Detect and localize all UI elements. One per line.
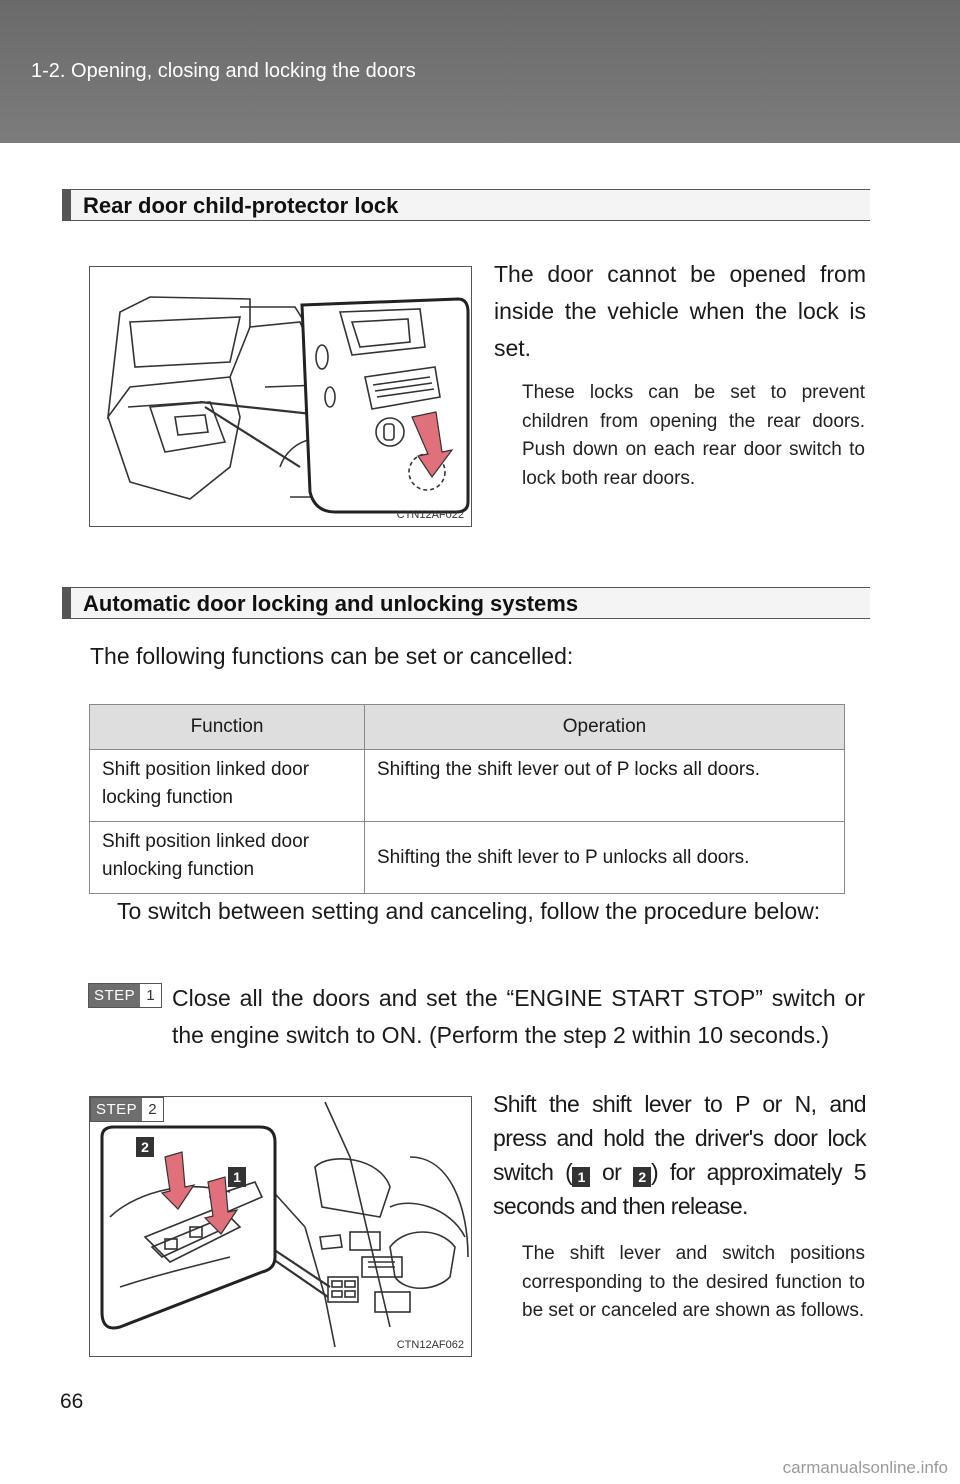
step-1-badge: [88, 983, 162, 1008]
page-number: 66: [60, 1390, 84, 1413]
table-header-row: [90, 705, 845, 750]
step-2-badge: [90, 1097, 164, 1122]
callout-2-marker: [136, 1137, 154, 1157]
figure-code: CTN12AF062: [396, 1339, 464, 1351]
step-1-text: Close all the doors and set the “ENGINE START STOP” switch or the engine switch to ON. (Perform the step 2 within 10 seconds.): [172, 985, 865, 1048]
step-2-text-part: ) for approximately 5 seconds and then release.: [493, 1159, 867, 1219]
callout-inset: [102, 1127, 275, 1328]
callout-1-marker: [228, 1167, 246, 1187]
step-label: STEP: [89, 984, 140, 1007]
column-header-function: Function: [90, 705, 365, 750]
step-number: 1: [140, 984, 160, 1007]
step-2-text-part: Shift the shift lever to P or N, and press and hold the driver's door lock switch (: [493, 1091, 866, 1185]
section-title: Rear door child-protector lock: [83, 193, 399, 218]
step-number: 2: [142, 1098, 162, 1121]
step-2-text-part: or: [590, 1159, 633, 1185]
section-heading-bar: [62, 587, 870, 619]
operation-cell: Shifting the shift lever out of P locks all doors.: [365, 750, 845, 822]
watermark: carmanualsonline.info: [782, 1458, 948, 1477]
step-label: STEP: [91, 1098, 142, 1121]
function-cell: Shift position linked door locking function: [90, 750, 365, 822]
section-title: Automatic door locking and unlocking systems: [83, 591, 579, 616]
operation-cell: Shifting the shift lever to P unlocks all doors.: [365, 822, 845, 894]
svg-text:1: 1: [233, 1169, 241, 1185]
open-rear-door-drawing: [90, 267, 471, 526]
section-heading-bar: [62, 189, 870, 221]
step-2-text: [493, 1087, 866, 1223]
figure-code: CTN12AF022: [396, 509, 464, 521]
functions-table: [89, 704, 845, 894]
step-2-note: The shift lever and switch positions corresponding to the desired function to be set or canceled are shown as follows.: [522, 1243, 865, 1321]
lock-description: The door cannot be opened from inside the vehicle when the lock is set.: [494, 261, 866, 361]
table-row: [90, 822, 845, 894]
svg-text:2: 2: [141, 1139, 149, 1155]
switch-1-marker: 1: [572, 1167, 590, 1187]
running-header: 1-2. Opening, closing and locking the doors: [31, 60, 416, 82]
door-lock-illustration: [89, 266, 472, 527]
function-cell: Shift position linked door unlocking function: [90, 822, 365, 894]
door-switch-illustration: [89, 1096, 472, 1357]
functions-intro: The following functions can be set or cancelled:: [90, 643, 574, 669]
procedure-intro: To switch between setting and canceling, follow the procedure below:: [117, 898, 821, 924]
driver-door-switch-drawing: [90, 1097, 471, 1356]
switch-2-marker: 2: [633, 1167, 651, 1187]
lock-note: These locks can be set to prevent children from opening the rear doors. Push down on each rear door switch to lock both rear doors.: [522, 382, 865, 489]
table-row: [90, 750, 845, 822]
column-header-operation: Operation: [365, 705, 845, 750]
